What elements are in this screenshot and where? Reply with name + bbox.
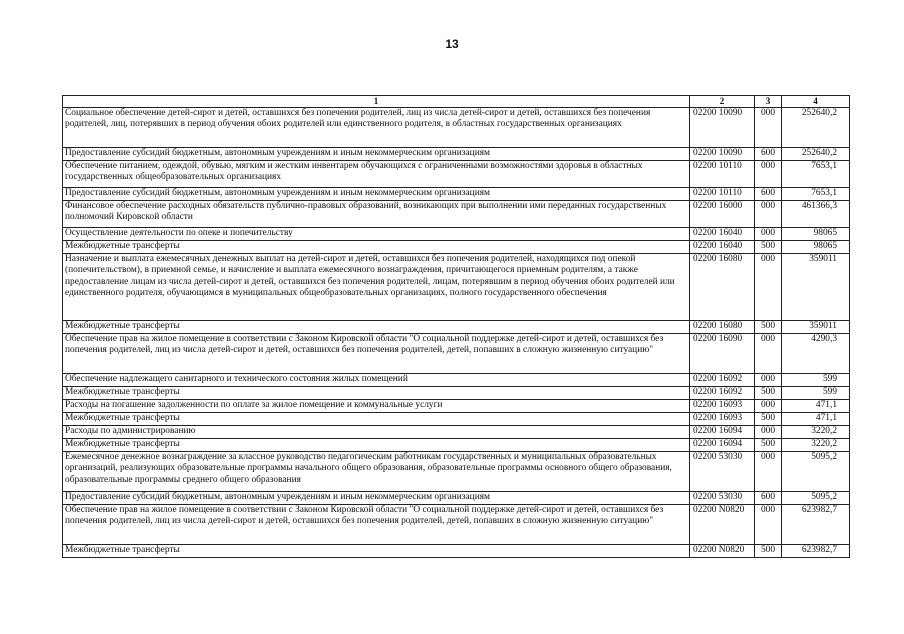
row-code: 02200 16093 xyxy=(690,400,755,413)
header-col-4: 4 xyxy=(782,96,850,108)
header-col-2: 2 xyxy=(690,96,755,108)
table-row xyxy=(63,228,850,241)
row-expense-type: 500 xyxy=(755,241,782,254)
table-row xyxy=(63,321,850,334)
row-expense-type: 600 xyxy=(755,492,782,505)
row-description: Межбюджетные трансферты xyxy=(63,545,690,558)
row-amount: 4290,3 xyxy=(782,334,850,374)
row-description: Межбюджетные трансферты xyxy=(63,241,690,254)
row-expense-type: 500 xyxy=(755,321,782,334)
table-row xyxy=(63,505,850,545)
row-description: Расходы по администрированию xyxy=(63,426,690,439)
row-amount: 3220,2 xyxy=(782,439,850,452)
row-expense-type: 000 xyxy=(755,374,782,387)
row-amount: 461366,3 xyxy=(782,201,850,228)
row-description: Обеспечение надлежащего санитарного и технического состояния жилых помещений xyxy=(63,374,690,387)
row-description: Межбюджетные трансферты xyxy=(63,387,690,400)
row-description: Предоставление субсидий бюджетным, автономным учреждениям и иным некоммерческим организациям xyxy=(63,148,690,161)
row-code: 02200 10110 xyxy=(690,188,755,201)
row-description: Межбюджетные трансферты xyxy=(63,321,690,334)
row-code: 02200 16000 xyxy=(690,201,755,228)
row-description: Межбюджетные трансферты xyxy=(63,413,690,426)
row-amount: 5095,2 xyxy=(782,492,850,505)
row-amount: 623982,7 xyxy=(782,505,850,545)
table-row xyxy=(63,334,850,374)
table-row xyxy=(63,413,850,426)
row-description: Социальное обеспечение детей-сирот и детей, оставшихся без попечения родителей, лиц из числа детей-сирот и детей, оставшихся без попечения родителей, лиц, потерявших в период обучения обоих родителей или единственного родителя, в областных государственных организациях xyxy=(63,108,690,148)
row-expense-type: 500 xyxy=(755,387,782,400)
row-expense-type: 000 xyxy=(755,254,782,321)
row-amount: 599 xyxy=(782,374,850,387)
row-code: 02200 16080 xyxy=(690,254,755,321)
row-code: 02200 16040 xyxy=(690,228,755,241)
row-expense-type: 000 xyxy=(755,108,782,148)
row-expense-type: 000 xyxy=(755,452,782,492)
row-amount: 3220,2 xyxy=(782,426,850,439)
row-code: 02200 10090 xyxy=(690,108,755,148)
row-expense-type: 000 xyxy=(755,334,782,374)
row-code: 02200 53030 xyxy=(690,452,755,492)
table-row xyxy=(63,439,850,452)
row-code: 02200 10090 xyxy=(690,148,755,161)
row-code: 02200 16092 xyxy=(690,374,755,387)
budget-table xyxy=(62,95,850,558)
row-description: Финансовое обеспечение расходных обязательств публично-правовых образований, возникающих при выполнении ими переданных государственных полномочий Кировской области xyxy=(63,201,690,228)
row-expense-type: 000 xyxy=(755,161,782,188)
table-row xyxy=(63,374,850,387)
row-expense-type: 500 xyxy=(755,545,782,558)
row-description: Обеспечение прав на жилое помещение в соответствии с Законом Кировской области "О социальной поддержке детей-сирот и детей, оставшихся без попечения родителей, лиц из числа детей-сирот и детей, оставшихся без попечения родителей, детей, попавших в сложную жизненную ситуацию" xyxy=(63,505,690,545)
table-row xyxy=(63,201,850,228)
row-description: Предоставление субсидий бюджетным, автономным учреждениям и иным некоммерческим организациям xyxy=(63,492,690,505)
row-amount: 7653,1 xyxy=(782,161,850,188)
row-code: 02200 16093 xyxy=(690,413,755,426)
header-col-1: 1 xyxy=(63,96,690,108)
row-code: 02200 16080 xyxy=(690,321,755,334)
row-expense-type: 000 xyxy=(755,426,782,439)
row-code: 02200 16090 xyxy=(690,334,755,374)
table-row xyxy=(63,241,850,254)
table-row xyxy=(63,254,850,321)
row-description: Обеспечение питанием, одеждой, обувью, мягким и жестким инвентарем обучающихся с ограниченными возможностями здоровья в областных государственных общеобразовательных организациях xyxy=(63,161,690,188)
row-code: 02200 10110 xyxy=(690,161,755,188)
row-expense-type: 000 xyxy=(755,228,782,241)
row-amount: 359011 xyxy=(782,254,850,321)
row-description: Ежемесячное денежное вознаграждение за классное руководство педагогическим работникам государственных и муниципальных образовательных организаций, реализующих образовательные программы начального общего образования, образовательные программы основного общего образования, образовательные программы среднего общего образования xyxy=(63,452,690,492)
table-body xyxy=(63,108,850,558)
table-row xyxy=(63,148,850,161)
row-code: 02200 N0820 xyxy=(690,545,755,558)
table-row xyxy=(63,426,850,439)
row-description: Назначение и выплата ежемесячных денежных выплат на детей-сирот и детей, оставшихся без попечения родителей, находящихся под опекой (попечительством), в приемной семье, и начисление и выплата ежемесячного вознаграждения, причитающегося приемным родителям, а также предоставление лицам из числа детей-сирот и детей, оставшихся без попечения родителей, лицам, потерявшим в период обучения обоих родителей или единственного родителя, обучающимся в муниципальных общеобразовательных организациях, полного государственного обеспечения xyxy=(63,254,690,321)
row-expense-type: 000 xyxy=(755,505,782,545)
row-code: 02200 16040 xyxy=(690,241,755,254)
row-amount: 98065 xyxy=(782,228,850,241)
row-amount: 623982,7 xyxy=(782,545,850,558)
row-description: Предоставление субсидий бюджетным, автономным учреждениям и иным некоммерческим организациям xyxy=(63,188,690,201)
row-amount: 471,1 xyxy=(782,413,850,426)
row-amount: 5095,2 xyxy=(782,452,850,492)
row-code: 02200 N0820 xyxy=(690,505,755,545)
row-expense-type: 600 xyxy=(755,148,782,161)
row-amount: 252640,2 xyxy=(782,108,850,148)
row-amount: 471,1 xyxy=(782,400,850,413)
table-row xyxy=(63,188,850,201)
header-col-3: 3 xyxy=(755,96,782,108)
table-row xyxy=(63,492,850,505)
table-row xyxy=(63,108,850,148)
row-description: Межбюджетные трансферты xyxy=(63,439,690,452)
row-description: Расходы на погашение задолженности по оплате за жилое помещение и коммунальные услуги xyxy=(63,400,690,413)
row-expense-type: 000 xyxy=(755,400,782,413)
row-description: Обеспечение прав на жилое помещение в соответствии с Законом Кировской области "О социальной поддержке детей-сирот и детей, оставшихся без попечения родителей, лиц из числа детей-сирот и детей, оставшихся без попечения родителей, детей, попавших в сложную жизненную ситуацию" xyxy=(63,334,690,374)
row-code: 02200 16092 xyxy=(690,387,755,400)
page-number: 13 xyxy=(445,37,459,51)
row-amount: 7653,1 xyxy=(782,188,850,201)
row-expense-type: 500 xyxy=(755,413,782,426)
row-code: 02200 16094 xyxy=(690,426,755,439)
row-code: 02200 16094 xyxy=(690,439,755,452)
row-expense-type: 600 xyxy=(755,188,782,201)
table-row xyxy=(63,545,850,558)
table-row xyxy=(63,452,850,492)
table-row xyxy=(63,400,850,413)
row-expense-type: 500 xyxy=(755,439,782,452)
table-row xyxy=(63,161,850,188)
row-amount: 599 xyxy=(782,387,850,400)
row-code: 02200 53030 xyxy=(690,492,755,505)
table-row xyxy=(63,387,850,400)
row-description: Осуществление деятельности по опеке и попечительству xyxy=(63,228,690,241)
row-amount: 252640,2 xyxy=(782,148,850,161)
row-expense-type: 000 xyxy=(755,201,782,228)
row-amount: 98065 xyxy=(782,241,850,254)
row-amount: 359011 xyxy=(782,321,850,334)
